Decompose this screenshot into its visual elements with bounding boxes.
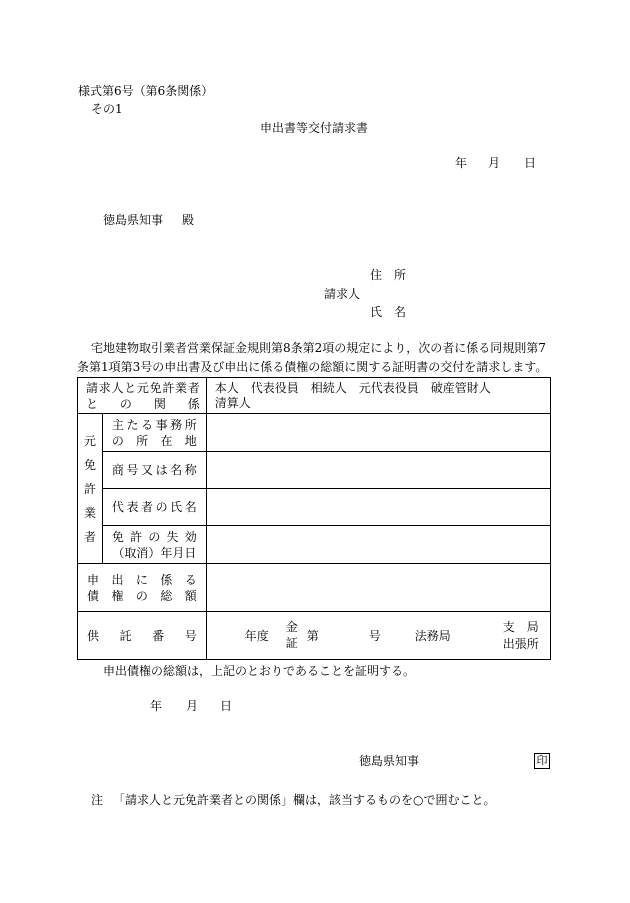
date-month: 月	[488, 156, 501, 170]
date-year: 年	[455, 156, 468, 170]
relation-header-line1: 請 求 人 と 元 免 許 業 者	[86, 380, 200, 395]
claims-label-line1: 申 出 に 係 る	[87, 572, 197, 587]
expiry-date-field[interactable]	[206, 526, 550, 564]
sub-number: その1	[91, 102, 123, 116]
representative-label: 代 表 者 の 氏 名	[102, 489, 206, 526]
relation-options-cell[interactable]	[206, 378, 550, 414]
request-text: 宅地建物取引業者営業保証金規則第8条第2項の規定により，次の者に係る同規則第7条第1項第3号の申出書及び申出に係る債権の総額に関する証明書の交付を請求します。	[77, 341, 548, 374]
office-address-field[interactable]	[206, 414, 550, 452]
claims-label	[78, 564, 207, 612]
deposit-nendo: 年度	[244, 629, 269, 643]
relation-options-line2: 清算人	[214, 396, 251, 410]
trade-name-label: 商 号 又 は 名 称	[102, 452, 206, 489]
expiry-label-line2: （取消）年月日	[112, 545, 197, 560]
claims-row	[78, 564, 551, 612]
addressee-name: 徳島県知事	[103, 213, 164, 227]
office-row	[78, 414, 551, 452]
deposit-shikyoku: 支 局	[502, 620, 539, 634]
deposit-homukyoku: 法務局	[414, 629, 451, 643]
trade-name-field[interactable]	[206, 452, 550, 489]
deposit-number-field[interactable]	[206, 612, 550, 660]
trade-name-row	[78, 452, 551, 489]
relation-header	[78, 378, 207, 414]
office-label-line1: 主 た る 事 務 所	[111, 417, 197, 432]
address-label: 住 所	[370, 268, 407, 282]
former-licensee-label: 元 免 許 業 者	[78, 414, 103, 564]
request-form-table	[77, 377, 551, 660]
claims-label-line2: 債 権 の 総 額	[87, 588, 197, 603]
claims-total-field[interactable]	[206, 564, 550, 612]
deposit-sho: 証	[285, 636, 298, 650]
cert-date-day: 日	[220, 699, 233, 713]
addressee-honorific: 殿	[182, 213, 195, 227]
name-label: 氏 名	[370, 305, 407, 319]
expiry-label	[102, 526, 206, 564]
relation-header-line2: と の 関 係	[86, 396, 200, 411]
deposit-shucchojo: 出張所	[502, 637, 539, 651]
cert-date-year: 年	[150, 699, 163, 713]
relation-row	[78, 378, 551, 414]
document-title: 申出書等交付請求書	[260, 121, 369, 135]
deposit-number-row	[78, 612, 551, 660]
expiry-row	[78, 526, 551, 564]
seal-mark: 印	[534, 753, 550, 769]
deposit-kin: 金	[285, 620, 298, 634]
deposit-dai: 第	[306, 629, 319, 643]
representative-row	[78, 489, 551, 526]
cert-date-month: 月	[186, 699, 199, 713]
form-number: 様式第6号（第6条関係）	[78, 84, 214, 98]
deposit-go: 号	[368, 629, 381, 643]
relation-options-line1: 本人 代表役員 相続人 元代表役員 破産管財人	[214, 381, 491, 395]
deposit-number-label: 供 託 番 号	[78, 612, 207, 660]
representative-field[interactable]	[206, 489, 550, 526]
note-text: 「請求人と元免許業者との関係」欄は，該当するものを○で囲むこと。	[113, 793, 496, 807]
expiry-label-line1: 免 許 の 失 効	[111, 529, 197, 544]
note-label: 注	[91, 793, 104, 807]
requester-label: 請求人	[324, 287, 361, 301]
office-label	[102, 414, 206, 452]
certification-text: 申出債権の総額は，上記のとおりであることを証明する。	[103, 664, 416, 678]
certifier-name: 徳島県知事	[359, 754, 420, 768]
date-day: 日	[524, 156, 537, 170]
office-label-line2: の 所 在 地	[111, 433, 197, 448]
